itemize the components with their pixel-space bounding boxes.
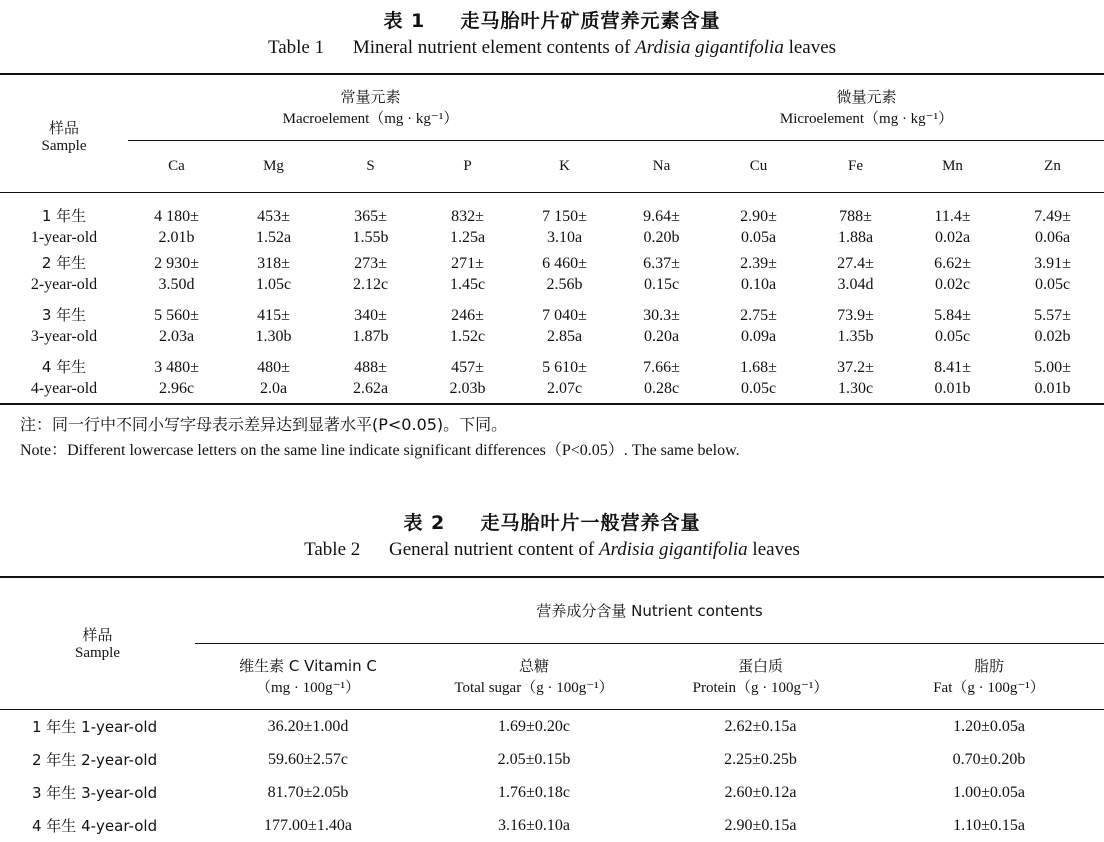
table-cell [322, 300, 419, 352]
row-label-en: 1-year-old [30, 229, 98, 246]
cell-error: 2.0a [259, 379, 288, 397]
table1-sample-zh: 样品 [48, 119, 79, 138]
table2-caption-zh-label: 表 2 [403, 512, 446, 534]
table-row [0, 248, 1104, 300]
cell-error: 3.10a [546, 229, 583, 246]
table-cell [807, 192, 904, 248]
table-cell [807, 300, 904, 352]
cell-mean: 5.57± [1034, 307, 1071, 324]
table-cell [225, 192, 322, 248]
cell-mean: 832± [451, 208, 484, 225]
cell-mean: 3.91± [1034, 255, 1071, 272]
table1-note-zh: 注：同一行中不同小写字母表示差异达到显著水平(P<0.05)。下同。 [20, 415, 508, 434]
row-label [0, 192, 128, 248]
table-cell: 2.90±0.15a [724, 817, 797, 834]
col-header-line2: Protein（g · 100g⁻¹） [692, 680, 829, 696]
row-label: 4 年生 4-year-old [32, 817, 158, 835]
row-label-zh: 2 年生 [41, 254, 87, 272]
table2-caption-zh: 走马胎叶片一般营养含量 [480, 512, 701, 534]
table-cell [904, 352, 1001, 404]
row-label [0, 352, 128, 404]
cell-error: 0.01b [1034, 379, 1071, 397]
cell-error: 1.30b [255, 328, 292, 345]
table-cell: 177.00±1.40a [264, 817, 352, 834]
table2-group-header [195, 577, 1104, 643]
row-label: 2 年生 2-year-old [32, 751, 158, 769]
cell-mean: 5.00± [1034, 358, 1071, 376]
table1-caption-en-post: leaves [783, 37, 837, 58]
cell-error: 1.52c [449, 328, 486, 345]
table-cell [516, 300, 613, 352]
row-label-en: 2-year-old [30, 276, 98, 293]
table-cell [710, 248, 807, 300]
table-cell [128, 300, 225, 352]
table2-col-header [421, 643, 647, 709]
table-cell [225, 248, 322, 300]
table-row [0, 809, 1104, 842]
table2-col-header [647, 643, 874, 709]
cell-mean: 6.62± [934, 255, 971, 272]
cell-mean: 488± [354, 358, 387, 376]
row-label-en: 4-year-old [30, 379, 98, 397]
table-cell [904, 300, 1001, 352]
cell-error: 0.05a [740, 229, 777, 246]
table1 [0, 73, 1104, 405]
col-header-line2: Fat（g · 100g⁻¹） [933, 680, 1045, 696]
table-cell: 3.16±0.10a [498, 817, 570, 834]
cell-mean: 365± [354, 208, 387, 225]
table-cell: 1.69±0.20c [498, 717, 570, 735]
table2-caption-en-post: leaves [747, 539, 800, 560]
table-cell [904, 192, 1001, 248]
cell-error: 2.96c [158, 379, 195, 397]
table-cell [710, 300, 807, 352]
cell-error: 2.07c [546, 379, 583, 397]
table1-macro-header [128, 74, 613, 140]
cell-mean: 480± [257, 358, 290, 376]
table1-body [0, 192, 1104, 404]
table-cell [1001, 300, 1104, 352]
cell-error: 2.85a [546, 328, 583, 345]
table-cell [322, 248, 419, 300]
table-cell [904, 248, 1001, 300]
cell-mean: 1.68± [740, 358, 777, 376]
table-cell [807, 248, 904, 300]
cell-mean: 2.75± [740, 307, 777, 324]
cell-error: 0.05c [1034, 276, 1071, 293]
cell-error: 3.50d [158, 276, 195, 293]
cell-error: 2.56b [546, 276, 583, 293]
cell-error: 2.03b [449, 379, 486, 397]
cell-mean: 453± [257, 208, 290, 225]
cell-error: 2.01b [158, 229, 195, 246]
col-header: Ca [168, 157, 185, 174]
cell-mean: 7.66± [643, 358, 680, 376]
table2-col-header [195, 643, 421, 709]
table1-caption-zh-label: 表 1 [383, 10, 426, 32]
cell-mean: 246± [451, 307, 484, 324]
cell-mean: 271± [451, 255, 484, 272]
col-header: K [559, 157, 570, 174]
table-cell [1001, 352, 1104, 404]
cell-mean: 2.90± [740, 208, 777, 225]
cell-mean: 11.4± [934, 208, 971, 225]
cell-mean: 5.84± [934, 307, 971, 324]
cell-mean: 415± [257, 307, 290, 324]
row-label-zh: 3 年生 [41, 306, 87, 324]
cell-error: 2.03a [158, 328, 195, 345]
table-cell [516, 192, 613, 248]
table-cell [516, 248, 613, 300]
table1-note [0, 412, 1104, 464]
table-cell [419, 352, 516, 404]
cell-error: 0.02c [934, 276, 971, 293]
cell-mean: 318± [257, 255, 290, 272]
cell-error: 1.87b [352, 328, 389, 345]
table-cell [225, 352, 322, 404]
table-cell [225, 300, 322, 352]
cell-error: 0.02b [1034, 328, 1071, 345]
cell-mean: 8.41± [934, 358, 971, 376]
cell-error: 0.09a [740, 328, 777, 345]
table-cell: 36.20±1.00d [267, 717, 349, 735]
table-cell [322, 192, 419, 248]
col-header: Na [652, 157, 671, 174]
table1-micro-en: Microelement（mg · kg⁻¹） [779, 111, 954, 128]
cell-mean: 3 480± [154, 358, 199, 376]
col-header-line1: 维生素 C Vitamin C [239, 657, 377, 675]
cell-mean: 457± [451, 358, 484, 376]
table2-sample-zh: 样品 [82, 626, 113, 645]
table1-macro-zh: 常量元素 [340, 88, 401, 107]
col-header: Mg [263, 157, 284, 174]
table-cell [807, 352, 904, 404]
table1-caption [0, 6, 1104, 59]
cell-mean: 2.39± [740, 255, 777, 272]
row-label [0, 248, 128, 300]
table-cell [613, 248, 710, 300]
cell-mean: 30.3± [643, 307, 680, 324]
row-label: 1 年生 1-year-old [32, 717, 158, 736]
row-label: 3 年生 3-year-old [32, 784, 158, 802]
cell-mean: 7.49± [1034, 208, 1071, 225]
table2-body [0, 709, 1104, 842]
col-header: S [366, 157, 375, 174]
table-cell [419, 248, 516, 300]
cell-error: 0.06a [1034, 229, 1071, 246]
table-cell: 1.10±0.15a [953, 817, 1025, 834]
table1-caption-en-species: Ardisia gigantifolia [635, 37, 784, 58]
cell-mean: 273± [354, 255, 387, 272]
cell-error: 1.52a [255, 229, 292, 246]
cell-mean: 73.9± [837, 307, 874, 324]
table2-sample-en: Sample [75, 645, 120, 662]
cell-mean: 2 930± [154, 255, 199, 272]
col-header-line1: 蛋白质 [737, 657, 783, 675]
table1-caption-en-pre: Mineral nutrient element contents of [352, 37, 636, 58]
table2-caption-en-pre: General nutrient content of [389, 539, 599, 560]
table-cell [1001, 192, 1104, 248]
table1-caption-zh: 走马胎叶片矿质营养元素含量 [460, 10, 721, 32]
cell-mean: 27.4± [837, 255, 874, 272]
cell-error: 3.04d [837, 276, 874, 293]
cell-error: 0.28c [643, 379, 680, 397]
table-cell [1001, 248, 1104, 300]
col-header-line1: 总糖 [518, 657, 549, 675]
cell-mean: 5 560± [154, 307, 199, 324]
table-cell [613, 192, 710, 248]
col-header: Cu [749, 157, 768, 174]
cell-error: 1.30c [837, 379, 874, 397]
table-row [0, 352, 1104, 404]
table2-caption-en-species: Ardisia gigantifolia [599, 539, 748, 560]
cell-error: 0.02a [934, 229, 971, 246]
table-cell: 1.20±0.05a [953, 717, 1025, 735]
table1-micro-zh: 微量元素 [836, 88, 897, 107]
cell-mean: 6.37± [643, 255, 680, 272]
table1-sample-header [0, 74, 128, 192]
cell-error: 1.88a [837, 229, 874, 246]
cell-mean: 7 040± [542, 307, 587, 324]
cell-mean: 37.2± [837, 358, 874, 376]
cell-error: 2.12c [352, 276, 389, 293]
table-cell [613, 300, 710, 352]
cell-mean: 9.64± [643, 208, 680, 225]
table2-col-header [874, 643, 1104, 709]
cell-error: 0.15c [643, 276, 680, 293]
cell-error: 0.10a [740, 276, 777, 293]
table-cell [613, 352, 710, 404]
row-label-zh: 4 年生 [41, 357, 87, 376]
col-header-line1: 脂肪 [974, 657, 1005, 675]
table-row [0, 192, 1104, 248]
table-cell [710, 352, 807, 404]
table-cell [516, 352, 613, 404]
table-cell [710, 192, 807, 248]
cell-error: 1.45c [449, 276, 486, 293]
table2-caption-en-label: Table 2 [304, 539, 361, 560]
table-cell: 59.60±2.57c [268, 751, 348, 768]
table1-macro-en: Macroelement（mg · kg⁻¹） [282, 111, 459, 128]
cell-mean: 340± [354, 307, 387, 324]
table-cell: 1.76±0.18c [498, 784, 570, 801]
cell-error: 1.55b [352, 229, 389, 246]
table1-micro-header [613, 74, 1104, 140]
table2-caption [0, 508, 1104, 561]
table-cell: 81.70±2.05b [267, 784, 349, 801]
cell-mean: 788± [839, 208, 872, 225]
table1-sample-en: Sample [41, 138, 87, 155]
col-header: Fe [848, 157, 863, 174]
cell-mean: 5 610± [542, 358, 587, 376]
cell-error: 2.62a [352, 379, 389, 397]
table-cell: 0.70±0.20b [952, 751, 1026, 768]
table-cell [322, 352, 419, 404]
col-header: Zn [1044, 157, 1061, 174]
table-row [0, 300, 1104, 352]
table-row [0, 743, 1104, 776]
table-cell: 2.62±0.15a [724, 717, 797, 735]
table-row [0, 709, 1104, 743]
table-cell: 2.25±0.25b [724, 751, 797, 768]
table2-sample-header [0, 577, 195, 709]
row-label-en: 3-year-old [30, 328, 98, 345]
col-header: P [463, 157, 472, 174]
cell-mean: 6 460± [542, 255, 587, 272]
cell-error: 1.35b [837, 328, 874, 345]
table-cell [419, 300, 516, 352]
table-cell [128, 352, 225, 404]
table2-group-label: 营养成分含量 Nutrient contents [536, 601, 763, 620]
table-cell: 1.00±0.05a [953, 784, 1025, 801]
cell-error: 0.05c [740, 379, 777, 397]
table-row [0, 776, 1104, 809]
table-cell: 2.05±0.15b [497, 751, 571, 768]
cell-mean: 4 180± [154, 208, 199, 225]
table-cell [419, 192, 516, 248]
row-label [0, 300, 128, 352]
col-header-line2: Total sugar（g · 100g⁻¹） [454, 680, 614, 696]
table1-note-en: Note：Different lowercase letters on the same line indicate significant differences（P<0.05）. The same below. [20, 442, 740, 459]
cell-mean: 7 150± [542, 208, 587, 225]
cell-error: 1.25a [449, 229, 486, 246]
col-header-line2: （mg · 100g⁻¹） [255, 680, 361, 696]
cell-error: 0.20b [643, 229, 680, 246]
table1-caption-en-label: Table 1 [267, 37, 325, 58]
table2 [0, 576, 1104, 842]
cell-error: 0.05c [934, 328, 971, 345]
cell-error: 1.05c [255, 276, 292, 293]
row-label-zh: 1 年生 [41, 207, 87, 225]
cell-error: 0.20a [643, 328, 680, 345]
table-cell: 2.60±0.12a [724, 784, 797, 801]
col-header: Mn [942, 157, 963, 174]
table-cell [128, 248, 225, 300]
cell-error: 0.01b [934, 379, 971, 397]
table-cell [128, 192, 225, 248]
